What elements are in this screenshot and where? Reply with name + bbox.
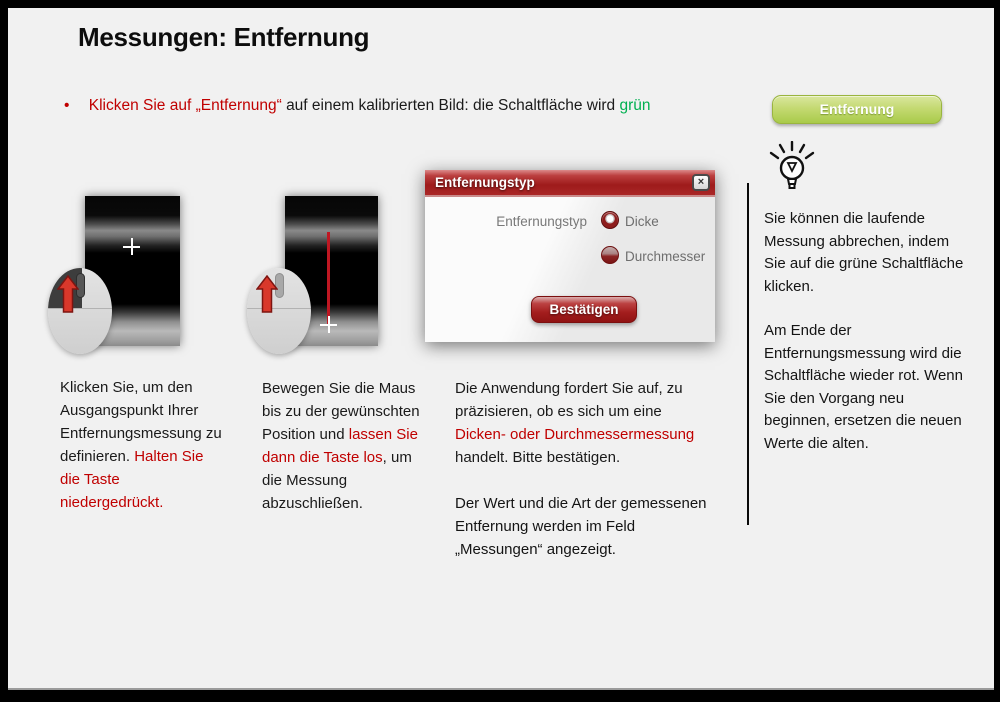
radio-durchmesser[interactable] — [601, 246, 619, 264]
bullet-text-red: Klicken Sie auf „Entfernung“ — [88, 97, 287, 114]
page-title: Messungen: Entfernung — [78, 22, 370, 52]
slide-background — [8, 8, 994, 688]
crosshair-icon — [320, 316, 337, 333]
dialog-field-label: Entfernungstyp — [496, 214, 587, 229]
bullet-line — [64, 97, 774, 115]
tip-paragraph-2: Am Ende der Entfernungsmessung wird die Schaltfläche wieder rot. Wenn Sie den Vorgang neu beginnen, ersetzen die neuen Werte die alten. — [764, 322, 963, 452]
step3-segment: handelt. Bitte bestätigen. — [455, 448, 621, 466]
step2-segment: Bewegen Sie die Maus bis zu der gewünschten Position und — [262, 380, 420, 443]
measurement-line — [327, 232, 330, 324]
dialog-titlebar — [425, 170, 715, 197]
arrow-up-icon — [57, 275, 79, 313]
radio-dicke-label[interactable]: Dicke — [625, 214, 659, 229]
step3-paragraph-1 — [455, 378, 707, 470]
bullet-text-black: auf einem kalibrierten Bild: die Schaltfläche wird — [286, 97, 620, 114]
arrow-up-icon — [256, 275, 278, 313]
step1-text — [60, 377, 224, 515]
radio-dicke[interactable] — [601, 211, 619, 229]
entfernung-button[interactable]: Entfernung — [772, 95, 942, 124]
tip-text-block — [764, 208, 964, 477]
step3-segment: Die Anwendung fordert Sie auf, zu präzisieren, ob es sich um eine — [455, 380, 683, 420]
tip-paragraph-1: Sie können die laufende Messung abbrechen, indem Sie auf die grüne Schaltfläche klicken. — [764, 210, 964, 295]
step3-text — [455, 378, 707, 585]
bullet-icon: • — [64, 97, 70, 114]
crosshair-icon — [123, 238, 140, 255]
bullet-text-green: grün — [619, 97, 651, 114]
dialog-title: Entfernungstyp — [435, 175, 535, 190]
mouse-pressed-icon — [48, 268, 112, 354]
step1-segment-red: Halten Sie die Taste niedergedrückt. — [60, 447, 204, 511]
entfernungstyp-dialog — [425, 170, 715, 342]
vertical-divider — [747, 183, 749, 525]
radio-durchmesser-label[interactable]: Durchmesser — [625, 249, 706, 264]
step2-text — [262, 378, 420, 516]
bestaetigen-button[interactable]: Bestätigen — [531, 296, 637, 323]
close-icon[interactable]: × — [692, 174, 710, 191]
step1-segment: Klicken Sie, um den Ausgangspunkt Ihrer Entfernungsmessung zu definieren. — [60, 379, 222, 465]
step3-paragraph-2: Der Wert und die Art der gemessenen Entfernung werden im Feld „Messungen“ angezeigt. — [455, 494, 707, 558]
mouse-released-icon — [247, 268, 311, 354]
step3-segment-red: Dicken- oder Durchmessermessung — [455, 425, 695, 443]
step2-segment-red: lassen Sie dann die Taste los — [262, 425, 418, 466]
step2-segment: , um die Messung abzuschließen. — [262, 448, 412, 512]
lightbulb-icon — [766, 141, 818, 197]
